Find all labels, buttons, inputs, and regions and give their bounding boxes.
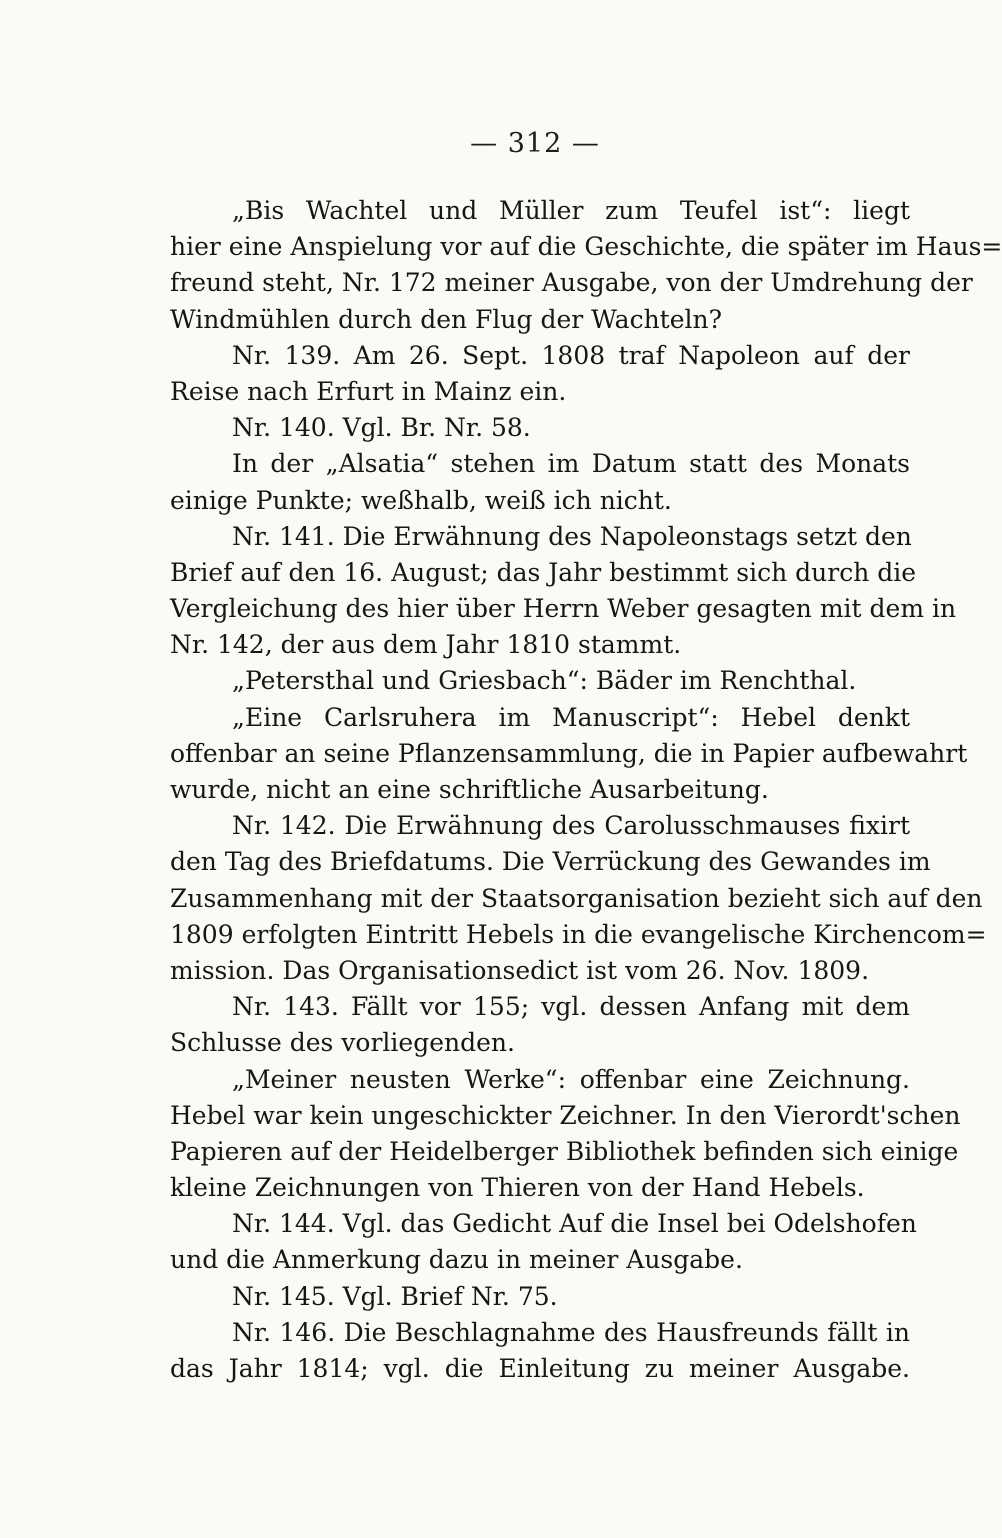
body-text bbox=[170, 193, 1002, 1387]
text-line: Papieren auf der Heidelberger Bibliothek befinden sich einige bbox=[170, 1136, 959, 1166]
text-line: das Jahr 1814; vgl. die Einleitung zu meiner Ausgabe. bbox=[170, 1354, 910, 1383]
text-line: mission. Das Organisationsedict ist vom 26. Nov. 1809. bbox=[170, 955, 870, 985]
text-line: „Meiner neusten Werke“: offenbar eine Zeichnung. bbox=[232, 1064, 910, 1094]
text-line: Nr. 145. Vgl. Brief Nr. 75. bbox=[232, 1281, 558, 1311]
text-line: wurde, nicht an eine schriftliche Ausarbeitung. bbox=[170, 775, 769, 804]
text-line: Nr. 143. Fällt vor 155; vgl. dessen Anfang mit dem bbox=[232, 992, 910, 1022]
text-line: Zusammenhang mit der Staatsorganisation bezieht sich auf den bbox=[170, 883, 983, 913]
text-line: und die Anmerkung dazu in meiner Ausgabe. bbox=[170, 1245, 743, 1275]
text-line: 1809 erfolgten Eintritt Hebels in die evangelische Kirchencom= bbox=[170, 919, 987, 949]
text-line: „Petersthal und Griesbach“: Bäder im Renchthal. bbox=[232, 666, 857, 696]
text-line: den Tag des Briefdatums. Die Verrückung des Gewandes im bbox=[170, 847, 931, 877]
text-line: In der „Alsatia“ stehen im Datum statt des Monats bbox=[232, 449, 910, 479]
text-line: kleine Zeichnungen von Thieren von der Hand Hebels. bbox=[170, 1173, 865, 1203]
text-line: Nr. 139. Am 26. Sept. 1808 traf Napoleon auf der bbox=[232, 340, 910, 370]
text-line: „Bis Wachtel und Müller zum Teufel ist“: liegt bbox=[232, 196, 910, 225]
text-line: Schlusse des vorliegenden. bbox=[170, 1028, 515, 1058]
text-line: Nr. 146. Die Beschlagnahme des Hausfreunds fällt in bbox=[232, 1317, 910, 1347]
text-line: Hebel war kein ungeschickter Zeichner. In den Vierordt'schen bbox=[170, 1100, 961, 1130]
text-line: Nr. 142. Die Erwähnung des Carolusschmauses fixirt bbox=[232, 811, 910, 841]
text-line: „Eine Carlsruhera im Manuscript“: Hebel denkt bbox=[232, 702, 910, 732]
text-line: hier eine Anspielung vor auf die Geschichte, die später im Haus= bbox=[170, 232, 1002, 262]
text-line: einige Punkte; weßhalb, weiß ich nicht. bbox=[170, 485, 672, 515]
text-line: Nr. 144. Vgl. das Gedicht Auf die Insel bei Odelshofen bbox=[232, 1209, 917, 1239]
text-line: Brief auf den 16. August; das Jahr bestimmt sich durch die bbox=[170, 557, 917, 587]
page-number: — 312 — bbox=[470, 128, 600, 159]
text-line: Vergleichung des hier über Herrn Weber gesagten mit dem in bbox=[170, 594, 957, 624]
text-line: Nr. 142, der aus dem Jahr 1810 stammt. bbox=[170, 630, 682, 660]
text-line: freund steht, Nr. 172 meiner Ausgabe, von der Umdrehung der bbox=[170, 268, 973, 298]
text-line: offenbar an seine Pflanzensammlung, die in Papier aufbewahrt bbox=[170, 738, 968, 768]
text-line: Reise nach Erfurt in Mainz ein. bbox=[170, 376, 567, 406]
text-line: Windmühlen durch den Flug der Wachteln? bbox=[170, 304, 723, 334]
text-line: Nr. 140. Vgl. Br. Nr. 58. bbox=[232, 413, 531, 443]
text-line: Nr. 141. Die Erwähnung des Napoleonstags setzt den bbox=[232, 521, 912, 551]
